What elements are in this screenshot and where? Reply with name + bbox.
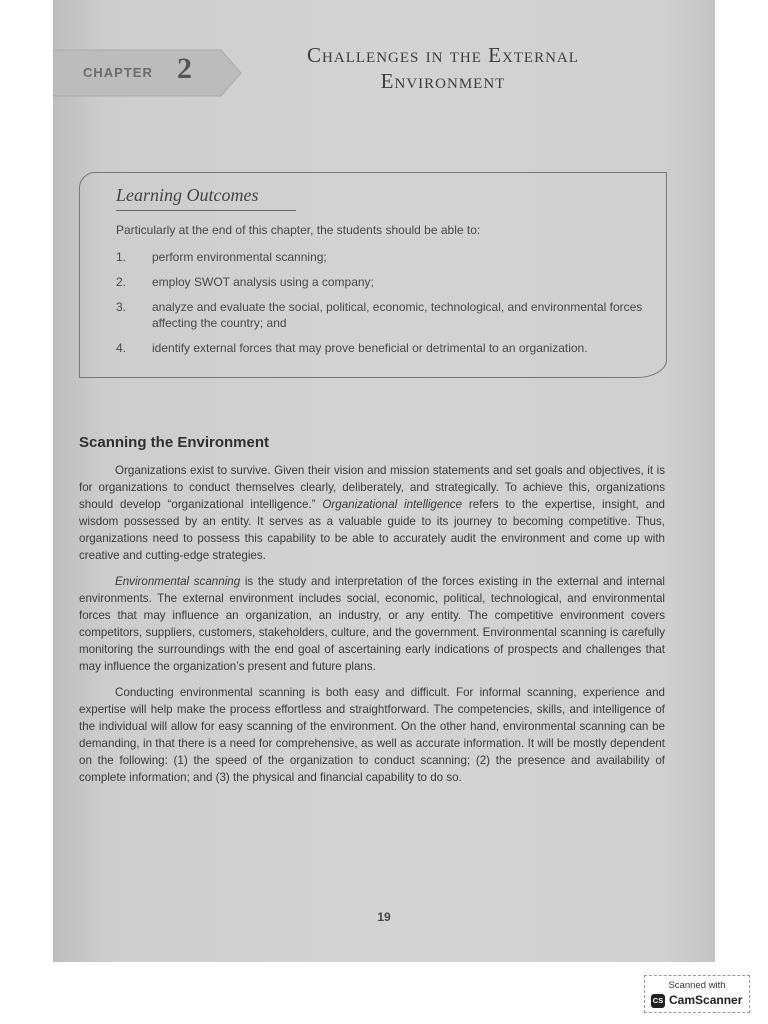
paragraph-2 <box>79 573 665 675</box>
list-item <box>116 249 656 265</box>
section-heading: Scanning the Environment <box>79 434 270 451</box>
paragraph-2-text: is the study and interpretation of the forces existing in the external and internal environments. The external environment includes social, economic, political, technological, and environmental forces that may influence an organization, an industry, or any entity. The competitive environment covers competitors, suppliers, customers, stakeholders, culture, and the government. Environmental scanning is carefully monitoring the surroundings with the end goal of ascertaining early indications of prospects and challenges that may influence the organization’s present and future plans. <box>79 575 666 673</box>
paragraph-1-part-a: Organizations exist to survive. Given their vision and mission statements and set goals and objectives, it is for organizations to conduct themselves clearly, deliberately, and strategically. To achieve this, organizations should develop “organizational intelligence.” <box>79 464 665 511</box>
camscanner-logo-icon: CS <box>651 994 665 1008</box>
learning-outcomes-box <box>79 172 667 378</box>
paragraph-1 <box>79 462 665 564</box>
list-item-text: employ SWOT analysis using a company; <box>152 275 374 289</box>
camscanner-name: CamScanner <box>669 993 743 1007</box>
list-item-number: 4. <box>116 341 127 355</box>
paragraph-1-part-b: refers to the expertise, insight, and wisdom possessed by an entity. It serves as a valuable guide to its journey to becoming competitive. Thus, organizations need to possess this capability to be able to accurately audit the environment and come up with creative and cutting-edge strategies. <box>79 498 665 562</box>
list-item <box>116 299 656 331</box>
body-text <box>79 462 665 795</box>
paragraph-2-term: Environmental scanning <box>115 575 241 588</box>
list-item-text: identify external forces that may prove beneficial or detrimental to an organization. <box>152 341 588 355</box>
list-item-text: perform environmental scanning; <box>152 250 327 264</box>
camscanner-watermark <box>644 975 750 1013</box>
chapter-tab <box>53 48 243 98</box>
list-item-text: analyze and evaluate the social, political, economic, technological, and environmental forces affecting the country; and <box>152 300 643 330</box>
list-item-number: 2. <box>116 275 127 289</box>
chapter-number: 2 <box>177 52 192 85</box>
list-item <box>116 340 656 356</box>
scanned-with-label: Scanned with <box>668 980 726 991</box>
learning-outcomes-list <box>116 249 656 365</box>
chapter-label: CHAPTER <box>83 65 153 80</box>
learning-outcomes-heading: Learning Outcomes <box>116 185 296 211</box>
paragraph-3: Conducting environmental scanning is both easy and difficult. For informal scanning, experience and expertise will help make the process effortless and straightforward. The competencies, skills, and intelligence of the individual will allow for easy scanning of the environment. On the other hand, environmental scanning can be demanding, in that there is a need for comprehensive, as well as accurate information. It will be mostly dependent on the following: (1) the speed of the organization to conduct scanning; (2) the presence and availability of complete information; and (3) the physical and financial capability to do so. <box>79 686 665 784</box>
chapter-title-line-2: Environment <box>380 69 506 93</box>
paragraph-1-term: Organizational intelligence <box>322 498 463 511</box>
chapter-title-line-1: Challenges in the External <box>307 43 579 67</box>
page-number: 19 <box>377 910 391 924</box>
list-item-number: 3. <box>116 300 127 314</box>
list-item-number: 1. <box>116 250 127 264</box>
scanned-page <box>53 0 715 962</box>
list-item <box>116 274 656 290</box>
chapter-title <box>233 42 653 94</box>
learning-outcomes-intro: Particularly at the end of this chapter, the students should be able to: <box>116 223 481 237</box>
